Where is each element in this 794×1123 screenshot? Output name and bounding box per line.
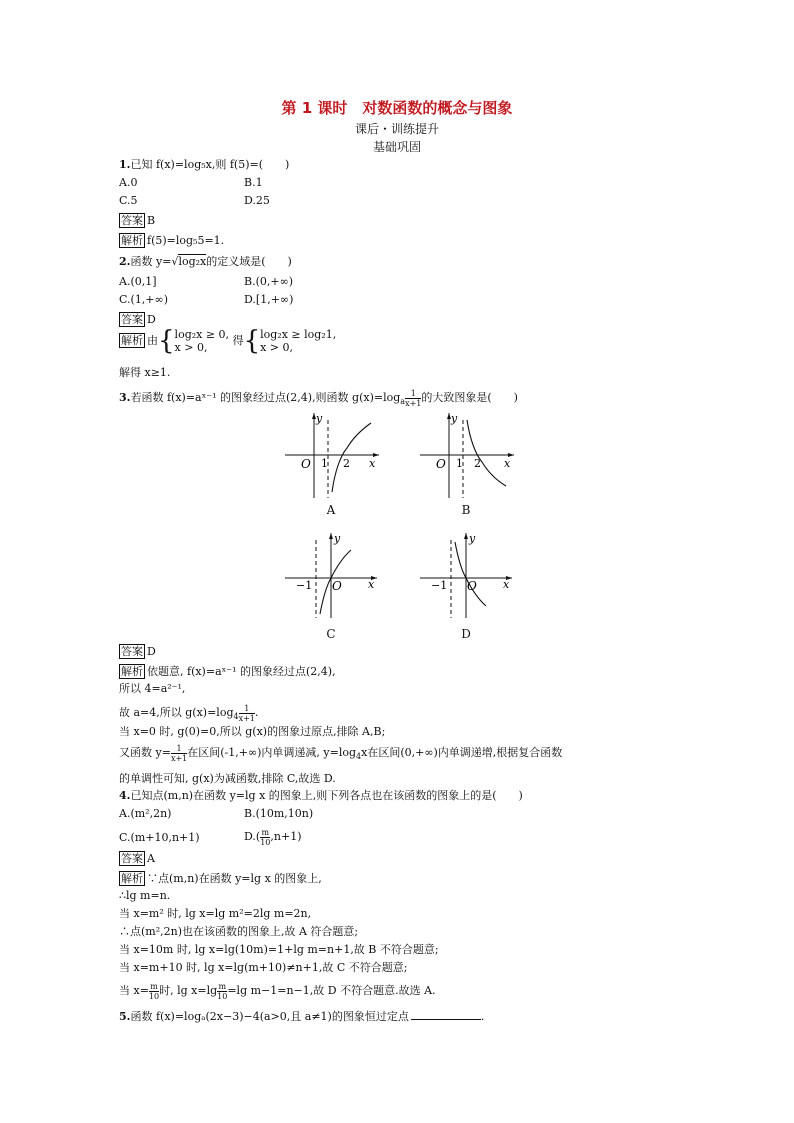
svg-text:y: y xyxy=(469,532,476,545)
section-heading: 基础巩固 xyxy=(372,140,421,154)
q3-analysis-2: 所以 4=a²⁻¹, xyxy=(119,682,186,695)
q4-analysis-4: ∴点(m²,2n)也在该函数的图象上,故 A 符合题意; xyxy=(119,925,359,938)
q3-analysis-1: 解析 依题意, f(x)=aˣ⁻¹ 的图象经过点(2,4), xyxy=(121,665,336,678)
q3-answer: 答案 D xyxy=(121,645,156,658)
q4-analysis-3: 当 x=m² 时, lg x=lg m²=2lg m=2n, xyxy=(119,907,312,920)
q5-answer-blank[interactable] xyxy=(411,1009,481,1020)
q5-stem: 5.函数 f(x)=logₐ(2x−3)−4(a>0,且 a≠1)的图象恒过定点 . xyxy=(119,1010,485,1023)
svg-text:O: O xyxy=(436,457,446,471)
q4-analysis-2: ∴lg m=n. xyxy=(119,889,171,902)
q4-option-c: C.(m+10,n+1) xyxy=(119,831,200,844)
svg-text:O: O xyxy=(467,579,477,593)
q1-answer: 答案 B xyxy=(121,214,156,227)
svg-text:x: x xyxy=(369,457,376,470)
q1-analysis: 解析 f(5)=log₅5=1. xyxy=(121,234,225,247)
q2-option-c: C.(1,+∞) xyxy=(119,293,168,306)
svg-text:1: 1 xyxy=(456,457,463,470)
q2-answer: 答案 D xyxy=(121,313,156,326)
svg-text:2: 2 xyxy=(343,457,350,470)
graph-b xyxy=(418,410,518,500)
q3-stem: 3.若函数 f(x)=aˣ⁻¹ 的图象经过点(2,4),则函数 $g(x)=\log_a$ $\frac{1}{x+1}$ 的大致图象是( ) xyxy=(119,388,518,408)
graph-a-label: A xyxy=(326,503,336,517)
svg-text:2: 2 xyxy=(474,457,481,470)
svg-text:O: O xyxy=(332,579,342,593)
svg-text:O: O xyxy=(301,457,311,471)
q1-option-c: C.5 xyxy=(119,194,138,207)
svg-text:1: 1 xyxy=(321,457,328,470)
q4-analysis-5: 当 x=10m 时, lg x=lg(10m)=1+lg m=n+1,故 B 不符合题意; xyxy=(119,943,439,956)
q1-option-d: D.25 xyxy=(244,194,270,207)
svg-text:x: x xyxy=(368,578,375,591)
graph-b-label: B xyxy=(461,503,471,517)
q2-option-d: D.[1,+∞) xyxy=(244,293,294,306)
graph-a xyxy=(283,410,383,500)
graph-d-label: D xyxy=(461,627,471,641)
q1-option-a: A.0 xyxy=(119,176,138,189)
q2-analysis: 解析 由{log₂x ≥ 0, x > 0, 得{log₂x ≥ log₂1, x > 0, xyxy=(121,326,337,356)
q3-analysis-5: 又函数 y= $\frac{1}{x+1}$ 在区间(-1,+∞)内单调递减, $y=\log_4x$在区间(0,+∞)内单调递增,根据复合函数 xyxy=(119,743,563,763)
svg-text:−1: −1 xyxy=(296,579,313,592)
q1-stem: 1.已知 f(x)=log₅x,则 f(5)=( ) xyxy=(119,158,290,171)
graph-c xyxy=(283,530,383,620)
q2-option-b: B.(0,+∞) xyxy=(244,275,294,288)
graph-c-label: C xyxy=(326,627,336,641)
q2-stem: 2.函数 y=√log₂x的定义域是( ) xyxy=(119,255,292,268)
svg-text:x: x xyxy=(503,578,510,591)
q4-analysis-7: 当 x= $\frac{m}{10}$ 时, lg x=lg $\frac{m}{10}$ =lg m−1=n−1,故 D 不符合题意.故选 A. xyxy=(119,981,436,1001)
q4-analysis-1: 解析 ∵点(m,n)在函数 y=lg x 的图象上, xyxy=(121,872,322,885)
svg-text:x: x xyxy=(504,457,511,470)
svg-text:y: y xyxy=(451,412,458,425)
q3-analysis-6: 的单调性可知, g(x)为减函数,排除 C,故选 D. xyxy=(119,772,336,785)
q3-analysis-3: 故 a=4,所以 $g(x)=\log_4$ $\frac{1}{x+1}$ . xyxy=(119,703,259,723)
page-title: 第 1 课时 对数函数的概念与图象 xyxy=(281,99,513,117)
q2-option-a: A.(0,1] xyxy=(119,275,157,288)
svg-text:−1: −1 xyxy=(431,579,448,592)
subtitle: 课后・训练提升 xyxy=(354,122,439,136)
q2-conclusion: 解得 x≥1. xyxy=(119,366,171,379)
svg-text:y: y xyxy=(316,412,323,425)
svg-text:y: y xyxy=(334,532,341,545)
q4-stem: 4.已知点(m,n)在函数 y=lg x 的图象上,则下列各点也在该函数的图象上的是( ) xyxy=(119,789,523,802)
q4-option-d: D.( $\frac{m}{10}$ ,n+1) xyxy=(244,827,302,847)
q4-option-a: A.(m²,2n) xyxy=(119,807,172,820)
q4-analysis-6: 当 x=m+10 时, lg x=lg(m+10)≠n+1,故 C 不符合题意; xyxy=(119,961,408,974)
q4-option-b: B.(10m,10n) xyxy=(244,807,314,820)
q1-option-b: B.1 xyxy=(244,176,263,189)
q3-analysis-4: 当 x=0 时, g(0)=0,所以 g(x)的图象过原点,排除 A,B; xyxy=(119,725,386,738)
graph-d xyxy=(418,530,518,620)
q4-answer: 答案 A xyxy=(121,852,155,865)
